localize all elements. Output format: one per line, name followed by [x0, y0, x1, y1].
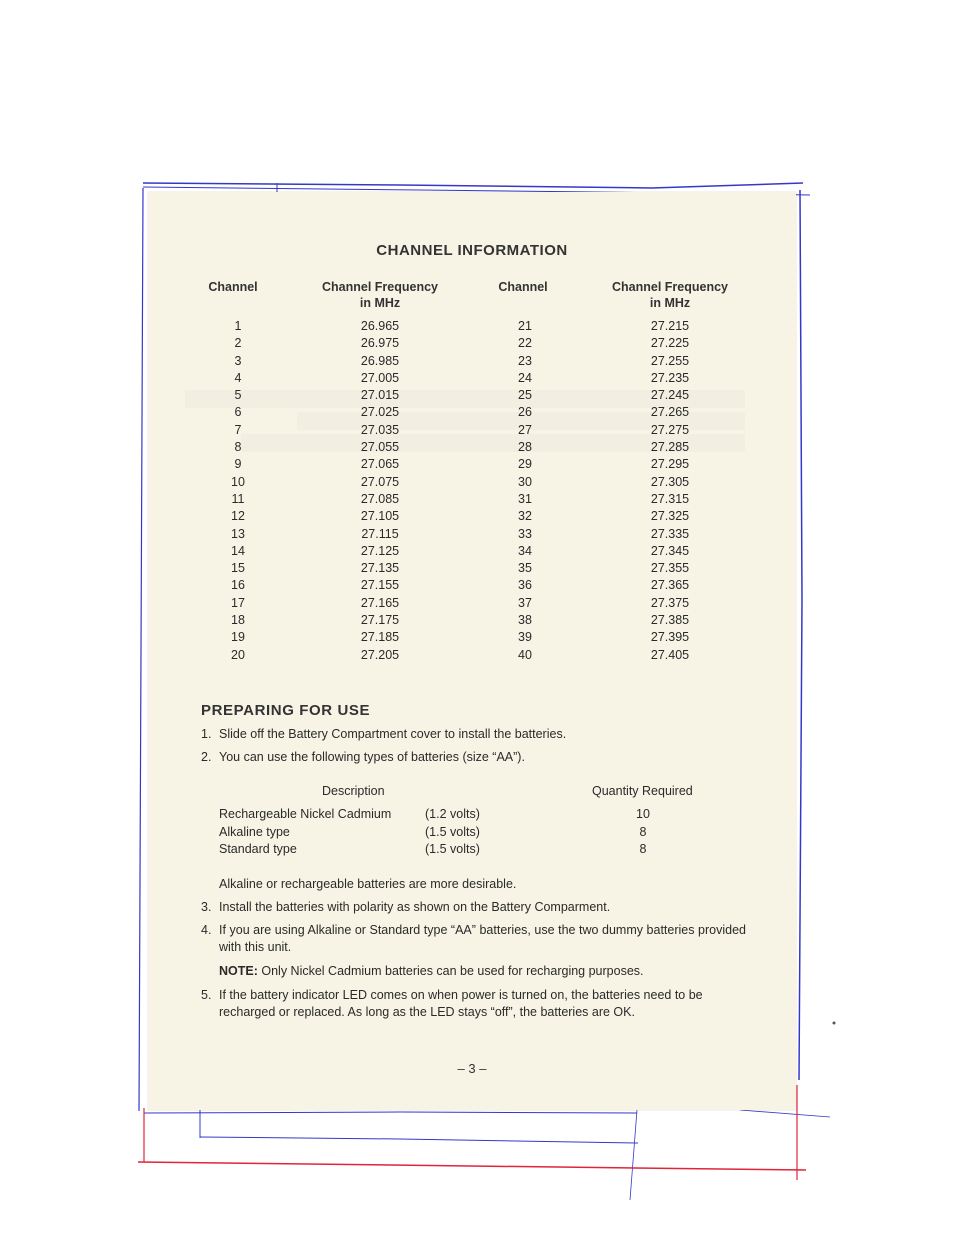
channel-frequency: 27.265: [650, 405, 690, 420]
channel-number: 33: [518, 526, 532, 541]
battery-quantity-header: Quantity Required: [592, 784, 693, 798]
battery-volts: (1.5 volts): [425, 842, 480, 856]
channel-number: 34: [518, 543, 532, 558]
channel-number: 32: [518, 509, 532, 524]
step-4: [201, 922, 746, 956]
channel-number: 39: [518, 630, 532, 645]
channel-frequency: 27.335: [650, 526, 690, 541]
channel-frequency: 27.365: [650, 578, 690, 593]
channel-number: 12: [231, 509, 245, 524]
step-3: [201, 899, 746, 916]
channel-frequency: 26.965: [360, 319, 400, 333]
step-4-text: If you are using Alkaline or Standard type “AA” batteries, use the two dummy batteries provided with this unit.: [219, 923, 746, 954]
battery-quantity: 8: [639, 824, 647, 839]
channel-frequency: 27.155: [360, 578, 400, 593]
channel-frequency: 27.115: [361, 526, 399, 541]
header-freq-right-line1: Channel Frequency: [612, 280, 728, 294]
channel-info-title: CHANNEL INFORMATION: [376, 242, 568, 259]
channel-frequency: 27.015: [360, 388, 400, 403]
battery-quantity: 10: [636, 807, 650, 821]
channel-frequency: 27.055: [360, 440, 400, 455]
battery-qty-column: [618, 806, 668, 859]
channel-number: 25: [518, 388, 532, 403]
channel-frequency: 27.255: [650, 353, 690, 368]
left-frequency-column: [340, 318, 420, 664]
channel-number: 3: [234, 353, 242, 368]
channel-frequency: 27.175: [360, 613, 400, 628]
note-text: Only Nickel Cadmium batteries can be used for recharging purposes.: [261, 964, 644, 978]
channel-number: 2: [234, 336, 242, 351]
channel-frequency: 27.235: [650, 370, 690, 385]
channel-number: 13: [231, 526, 245, 541]
channel-frequency: 27.405: [650, 647, 690, 662]
channel-number: 16: [231, 578, 245, 593]
channel-frequency: 27.305: [650, 474, 690, 489]
battery-volts: (1.2 volts): [425, 807, 480, 821]
channel-number: 31: [518, 491, 532, 506]
channel-frequency: 26.975: [360, 336, 400, 351]
channel-frequency: 27.275: [650, 422, 690, 437]
desirable-note: Alkaline or rechargeable batteries are more desirable.: [219, 877, 517, 891]
channel-number: 26: [518, 405, 532, 420]
channel-number: 6: [234, 405, 242, 420]
channel-frequency: 27.205: [360, 647, 400, 662]
channel-number: 23: [518, 353, 532, 368]
step-3-number: 3.: [201, 900, 212, 914]
channel-number: 37: [518, 595, 532, 610]
channel-frequency: 27.105: [360, 509, 400, 524]
step-5-number: 5.: [201, 988, 212, 1002]
right-channel-column: [505, 318, 545, 664]
channel-number: 30: [518, 474, 532, 489]
channel-number: 35: [518, 561, 532, 576]
channel-number: 27: [518, 422, 532, 437]
channel-number: 28: [518, 440, 532, 455]
channel-frequency: 27.165: [360, 595, 400, 610]
channel-number: 19: [231, 630, 245, 645]
channel-number: 38: [518, 613, 532, 628]
step-4-number: 4.: [201, 923, 212, 937]
channel-number: 7: [234, 422, 242, 437]
battery-description-header: Description: [322, 784, 385, 798]
battery-quantity: 8: [639, 842, 647, 856]
channel-frequency: 27.075: [360, 474, 400, 489]
step-2-number: 2.: [201, 750, 212, 764]
left-channel-column: [218, 318, 258, 664]
channel-frequency: 27.185: [360, 630, 400, 645]
channel-number: 22: [518, 336, 532, 351]
channel-frequency: 27.285: [650, 440, 690, 455]
battery-volts: (1.5 volts): [425, 824, 480, 839]
channel-number: 40: [518, 647, 532, 662]
right-frequency-column: [630, 318, 710, 664]
channel-number: 21: [518, 319, 532, 333]
channel-frequency: 27.355: [650, 561, 690, 576]
note: [201, 963, 764, 980]
channel-number: 24: [518, 370, 532, 385]
header-freq-right: [600, 279, 740, 311]
channel-number: 10: [231, 474, 245, 489]
channel-number: 36: [518, 578, 532, 593]
step-1-number: 1.: [201, 727, 212, 741]
channel-frequency: 27.215: [650, 319, 690, 333]
channel-frequency: 27.295: [650, 457, 690, 472]
channel-number: 29: [518, 457, 532, 472]
header-freq-right-line2: in MHz: [649, 296, 691, 310]
step-2: [201, 749, 746, 766]
channel-frequency: 27.315: [650, 491, 690, 506]
channel-frequency: 27.125: [360, 543, 400, 558]
channel-number: 15: [231, 561, 245, 576]
step-5-text: If the battery indicator LED comes on when power is turned on, the batteries need to be recharged or replaced. As long as the LED stays “off”, the batteries are OK.: [219, 988, 703, 1019]
step-3-text: Install the batteries with polarity as shown on the Battery Comparment.: [219, 900, 611, 914]
channel-number: 11: [231, 491, 245, 506]
channel-frequency: 27.135: [360, 561, 400, 576]
battery-volts-column: [425, 806, 525, 859]
channel-frequency: 27.385: [650, 613, 690, 628]
channel-number: 1: [234, 319, 242, 333]
channel-frequency: 27.395: [650, 630, 690, 645]
channel-frequency: 26.985: [360, 353, 400, 368]
channel-frequency: 27.225: [650, 336, 690, 351]
channel-number: 5: [234, 388, 242, 403]
step-1-text: Slide off the Battery Compartment cover to install the batteries.: [219, 727, 567, 741]
channel-frequency: 27.245: [650, 388, 690, 403]
channel-number: 14: [231, 543, 245, 558]
channel-frequency: 27.345: [650, 543, 690, 558]
header-freq-left-line1: Channel Frequency: [322, 280, 438, 294]
channel-frequency: 27.325: [650, 509, 690, 524]
channel-frequency: 27.035: [360, 422, 400, 437]
channel-frequency: 27.005: [360, 370, 400, 385]
header-freq-left-line2: in MHz: [359, 296, 401, 310]
channel-frequency: 27.025: [360, 405, 400, 420]
channel-frequency: 27.375: [650, 595, 690, 610]
header-channel-right: Channel: [498, 280, 548, 294]
header-freq-left: [310, 279, 450, 311]
step-5: [201, 987, 746, 1021]
step-2-text: You can use the following types of batteries (size “AA”).: [219, 750, 525, 764]
note-label: NOTE:: [219, 964, 258, 978]
channel-number: 20: [231, 647, 245, 662]
channel-frequency: 27.065: [360, 457, 400, 472]
preparing-title: PREPARING FOR USE: [201, 702, 371, 719]
step-1: [201, 726, 746, 743]
channel-number: 8: [234, 440, 242, 455]
channel-number: 4: [234, 370, 242, 385]
channel-number: 18: [231, 613, 245, 628]
battery-type: Alkaline type: [219, 824, 290, 839]
page-number: – 3 –: [457, 1061, 487, 1076]
channel-number: 17: [231, 595, 245, 610]
channel-number: 9: [234, 457, 242, 472]
header-channel-left: Channel: [208, 280, 258, 294]
battery-type: Rechargeable Nickel Cadmium: [219, 807, 392, 821]
channel-frequency: 27.085: [360, 491, 400, 506]
battery-type-column: [219, 806, 419, 859]
battery-type: Standard type: [219, 842, 297, 856]
